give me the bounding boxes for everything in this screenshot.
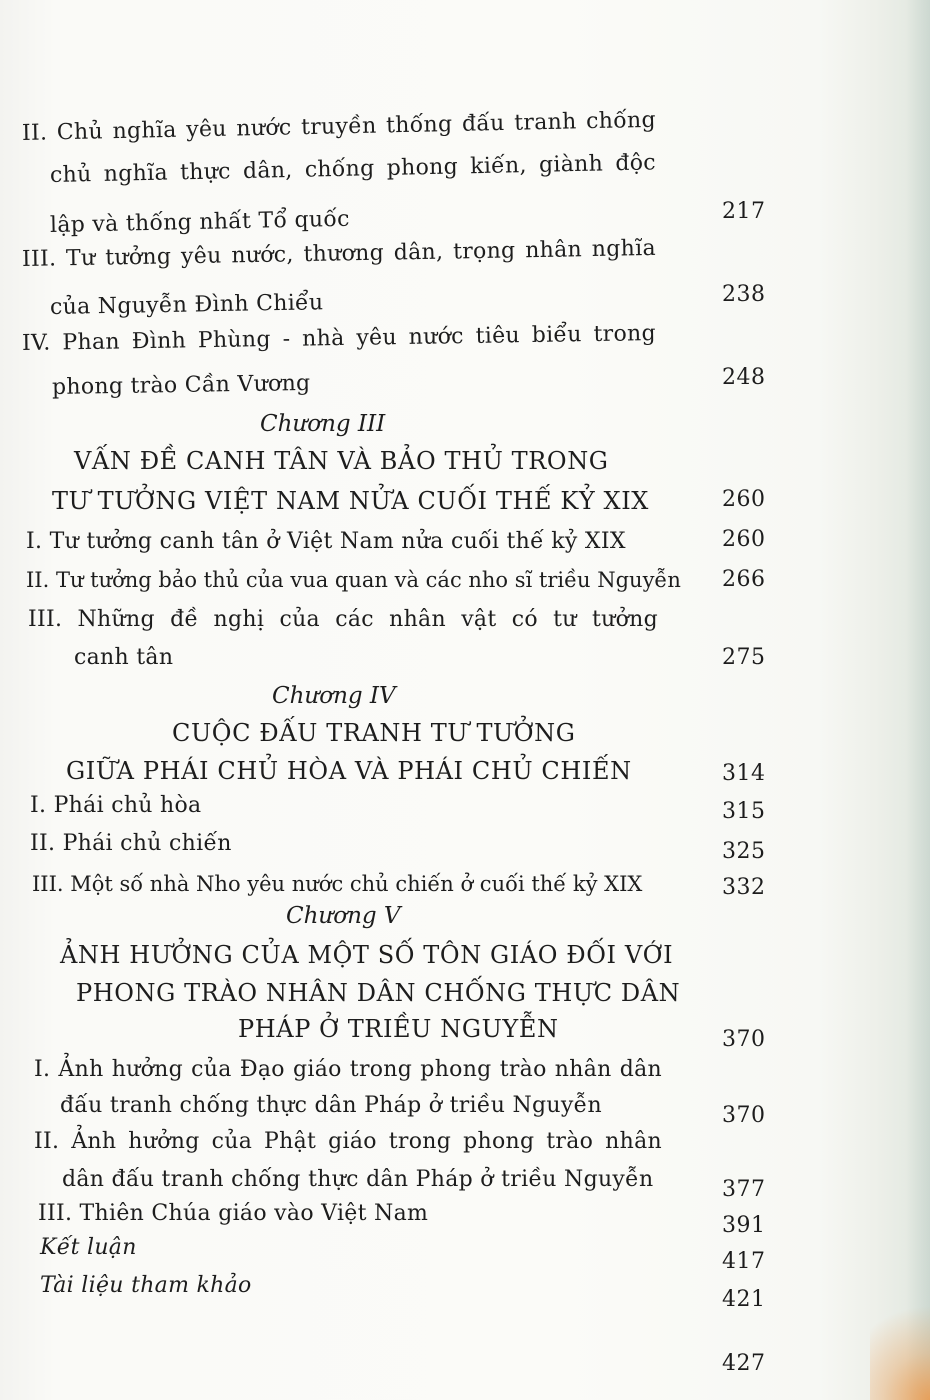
toc-page-number: 417 [722,1249,766,1274]
toc-entry-line: I. Ảnh hưởng của Đạo giáo trong phong trào nhân dân [34,1057,662,1082]
toc-page-number: 370 [722,1103,766,1128]
toc-page-number: 275 [722,645,766,670]
toc-page-number: 266 [722,567,766,592]
chapter-label: Chương V [286,903,401,929]
toc-page-number: 314 [722,761,766,786]
toc-entry-line: II. Ảnh hưởng của Phật giáo trong phong trào nhân [34,1129,662,1154]
toc-references: Tài liệu tham khảo [40,1273,252,1298]
toc-entry-line: III. Một số nhà Nho yêu nước chủ chiến ở cuối thế kỷ XIX [32,872,643,896]
toc-page-number: 248 [722,365,766,390]
toc-entry-line: III. Những đề nghị của các nhân vật có tư tưởng [28,607,658,632]
toc-entry-line: I. Tư tưởng canh tân ở Việt Nam nửa cuối thế kỷ XIX [26,529,626,554]
toc-conclusion: Kết luận [40,1235,137,1260]
toc-page-number: 260 [722,527,766,552]
toc-entry-line: canh tân [74,645,174,670]
toc-entry-line: I. Phái chủ hòa [30,793,202,818]
toc-page-number: 391 [722,1213,766,1238]
toc-entry-line: phong trào Cần Vương [51,370,311,400]
toc-page-number: 238 [722,282,766,307]
toc-page-number: 217 [722,199,766,224]
toc-entry-line: III. Tư tưởng yêu nước, thương dân, trọng nhân nghĩa [21,235,657,272]
chapter-title-line: GIỮA PHÁI CHỦ HÒA VÀ PHÁI CHỦ CHIẾN [66,757,632,785]
toc-entry-line: III. Thiên Chúa giáo vào Việt Nam [38,1201,429,1226]
chapter-title-line: ẢNH HƯỞNG CỦA MỘT SỐ TÔN GIÁO ĐỐI VỚI [60,941,674,969]
toc-page-number: 332 [722,875,766,900]
chapter-label: Chương III [260,411,386,437]
toc-page-number: 421 [722,1287,766,1312]
chapter-title-line: CUỘC ĐẤU TRANH TƯ TƯỞNG [172,719,576,747]
toc-entry-line: lập và thống nhất Tổ quốc [49,206,350,238]
toc-page-number: 315 [722,799,766,824]
toc-page-number: 370 [722,1027,766,1052]
toc-page-number: 325 [722,839,766,864]
toc-entry-line: IV. Phan Đình Phùng - nhà yêu nước tiêu biểu trong [21,321,657,356]
toc-entry-line: II. Tư tưởng bảo thủ của vua quan và các nho sĩ triều Nguyễn [26,568,681,592]
toc-entry-line: đấu tranh chống thực dân Pháp ở triều Nguyễn [60,1093,602,1118]
chapter-title-line: TƯ TƯỞNG VIỆT NAM NỬA CUỐI THẾ KỶ XIX [52,487,649,515]
toc-page-number: 377 [722,1177,766,1202]
page-folio: 427 [722,1351,766,1376]
toc-page-number: 260 [722,487,766,512]
toc-entry-line: chủ nghĩa thực dân, chống phong kiến, giành độc [49,150,657,188]
toc-entry-line: dân đấu tranh chống thực dân Pháp ở triều Nguyễn [62,1167,654,1192]
chapter-title-line: PHONG TRÀO NHÂN DÂN CHỐNG THỰC DÂN [76,979,681,1007]
chapter-label: Chương IV [272,683,396,709]
toc-entry-line: II. Phái chủ chiến [30,831,232,856]
toc-entry-line: II. Chủ nghĩa yêu nước truyền thống đấu tranh chống [21,107,657,146]
chapter-title-line: PHÁP Ở TRIỀU NGUYỄN [238,1015,559,1043]
chapter-title-line: VẤN ĐỀ CANH TÂN VÀ BẢO THỦ TRONG [74,447,609,475]
toc-entry-line: của Nguyễn Đình Chiểu [49,290,324,320]
